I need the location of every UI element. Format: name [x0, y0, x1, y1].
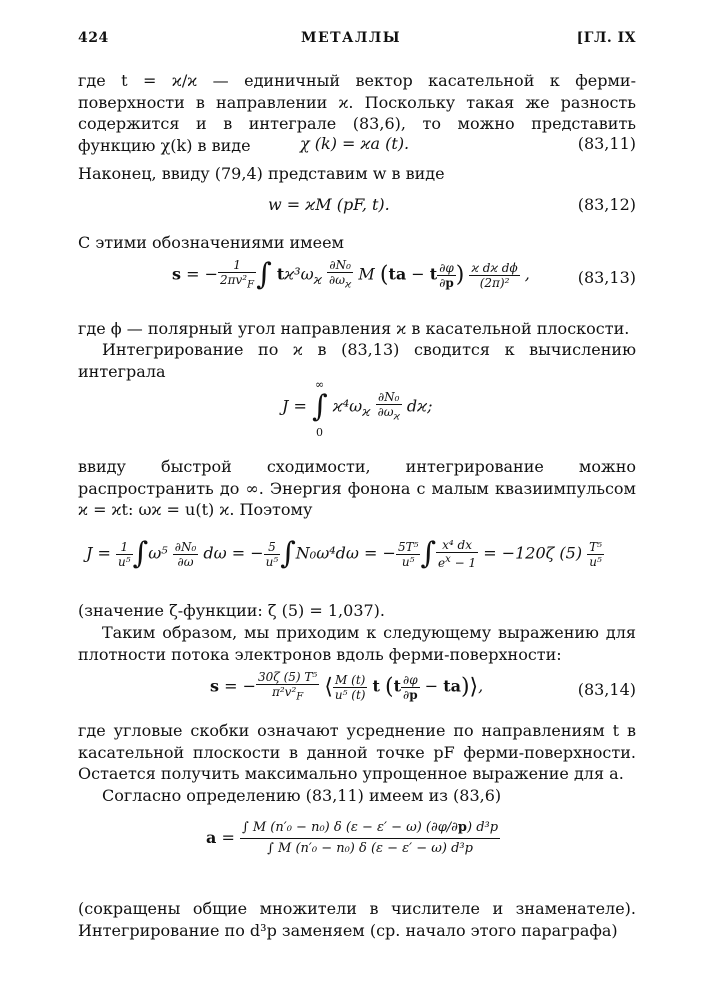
- equation-83-14: s = − $\frac{\text{30ζ (5) T⁵}}{\pi^2v^2_F}$ ⟨ $\frac{M (t)}{\text{u⁵ (t)}}$ t (t $\frac{\partial\varphi}{\partial p}$ − ta)⟩,: [210, 670, 484, 703]
- equation-83-11: χ (k) = ϰa (t).: [300, 134, 410, 153]
- equation-number-83-14: (83,14): [577, 680, 636, 699]
- equation-j-evaluated: J = $\frac{1}{\text{u⁵}}$ ∫ω⁵ $\frac{\text{∂N₀}}{\partial\omega}$ dω = − $\frac{5}{\text{u⁵}}$ ∫N₀ω⁴dω = − $\frac{\text{5T⁵}}{\text{u⁵}}$ ∫ $\frac{\text{x⁴ dx}}{e^x - 1}$ = −120ζ (5) $\frac{\text{T⁵}}{\text{u⁵}}$: [86, 536, 602, 571]
- equation-number-83-13: (83,13): [577, 268, 636, 287]
- paragraph-10: Согласно определению (83,11) имеем из (83,6): [102, 786, 502, 805]
- paragraph-2: Наконец, ввиду (79,4) представим w в виде: [78, 164, 445, 183]
- equation-83-12: w = ϰM (pF, t).: [268, 195, 390, 214]
- paragraph-5: Интегрирование по ϰ в (83,13) сводится к вычислению интеграла: [78, 340, 636, 381]
- equation-number-83-11: (83,11): [577, 134, 636, 153]
- equation-j-integral: J = ∫ $ϰ^4\omega_ϰ$ $\frac{\text{∂N₀}}{\partial\omega_ϰ}$ dϰ; ∞ 0: [282, 378, 433, 439]
- paragraph-7: (значение ζ-функции: ζ (5) = 1,037).: [78, 601, 386, 620]
- running-title: МЕТАЛЛЫ: [300, 30, 402, 46]
- paragraph-9: где угловые скобки означают усреднение по направлениям t в касательной плоскости в данной точке pF ферми-поверхности. Остается получить максимально упрощенное выражение для a.: [78, 721, 636, 783]
- page-number: 424: [78, 30, 109, 46]
- paragraph-1: где t = ϰ/ϰ — единичный вектор касательной к ферми-поверхности в направлении ϰ. Поскольку такая же разность содержится и в интеграле (83,6), то можно представить функцию χ(k) в виде: [78, 71, 636, 155]
- paragraph-11: (сокращены общие множители в числителе и знаменателе). Интегрирование по d³p заменяем (ср. начало этого параграфа): [78, 899, 636, 940]
- equation-a-definition: a = $\frac{\text{∫ M (n′₀ − n₀) δ (ε − ε′ − ω) (∂φ/∂p) d³p}}{\text{∫ M (n′₀ − n₀) δ (ε − ε′ − ω) d³p}}$: [206, 820, 499, 856]
- equation-83-13: s = − $\frac{1}{2\pi v^2_F}$ ∫ $tϰ^3\omega_ϰ$ $\frac{\text{∂N₀}}{\partial\omega_ϰ}$ M (ta − t $\frac{\partial\varphi}{\partial p}$ ) $\frac{\text{ϰ dϰ dϕ}}{\text{(2π)²}}$ ,: [172, 257, 530, 293]
- equation-number-83-12: (83,12): [577, 195, 636, 214]
- chapter-label: [ГЛ. IX: [576, 30, 636, 46]
- paragraph-8: Таким образом, мы приходим к следующему выражению для плотности потока электронов вдоль ферми-поверхности:: [78, 623, 636, 664]
- paragraph-3: С этими обозначениями имеем: [78, 233, 344, 252]
- paragraph-4: где ϕ — полярный угол направления ϰ в касательной плоскости.: [78, 319, 630, 338]
- paragraph-6: ввиду быстрой сходимости, интегрирование можно распространить до ∞. Энергия фонона с малым квазиимпульсом ϰ = ϰt: ωϰ = u(t) ϰ. Поэтому: [78, 457, 636, 519]
